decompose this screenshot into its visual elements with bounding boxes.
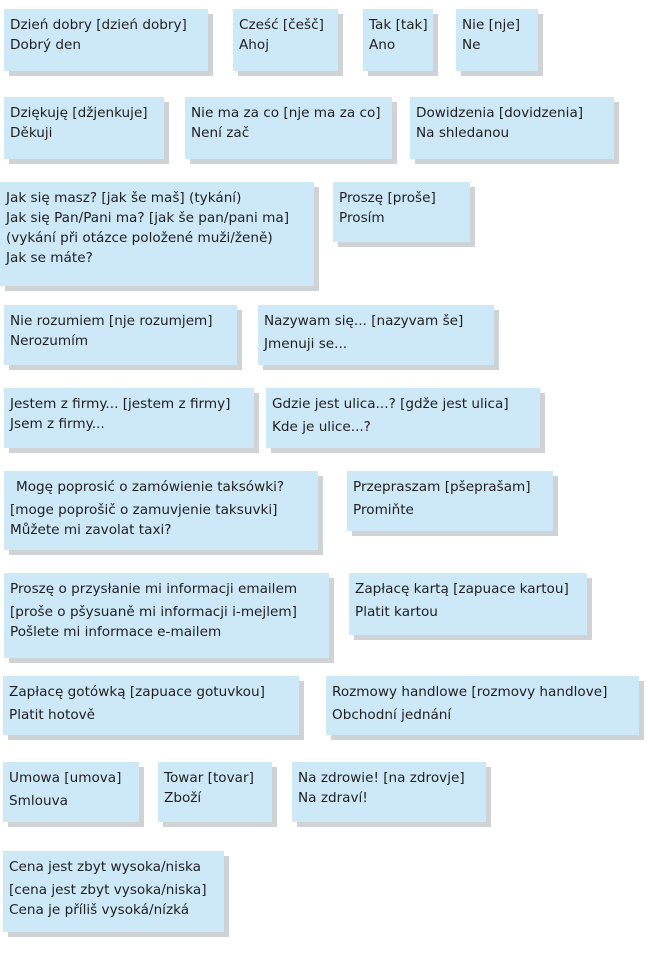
phrase-czech: Na zdraví!	[298, 790, 368, 806]
phrase-polish: Nazywam się... [nazyvam še]	[264, 313, 464, 329]
phrase-polish: Gdzie jest ulica...? [gdže jest ulica]	[272, 396, 509, 412]
phrase-polish: Nie rozumiem [nje rozumjem]	[10, 313, 213, 329]
phrase-card-nie-ma-za-co	[185, 97, 392, 159]
phrase-polish: Cena jest zbyt wysoka/niska	[9, 859, 201, 875]
phrase-card-dziekuje	[4, 97, 164, 159]
phrase-polish: Na zdrowie! [na zdrovje]	[298, 770, 465, 786]
phrase-card-jestem-z-firmy	[4, 388, 254, 448]
phrase-card-rozmowy-handlowe	[326, 676, 639, 735]
phrase-polish: Jak się masz? [jak še maš] (tykání)	[6, 190, 242, 206]
phrase-czech: Obchodní jednání	[332, 707, 452, 723]
phrase-polish-formal: Jak się Pan/Pani ma? [jak še pan/pani ma]	[6, 210, 289, 226]
phrase-pronunciation: [cena jest zbyt vysoka/niska]	[9, 882, 207, 898]
phrase-card-jak-sie-masz	[0, 182, 314, 286]
phrase-czech: Pošlete mi informace e-mailem	[10, 624, 222, 640]
phrase-polish: Nie ma za co [nje ma za co]	[191, 105, 381, 121]
phrase-polish: Cześć [češč]	[239, 17, 324, 33]
phrase-czech: Dobrý den	[10, 37, 81, 53]
phrase-card-tak	[363, 9, 433, 71]
phrase-polish: Jestem z firmy... [jestem z firmy]	[10, 396, 231, 412]
phrase-polish: Umowa [umova]	[9, 770, 122, 786]
phrase-czech: Na shledanou	[416, 125, 510, 141]
phrase-card-cena-jest-zbyt	[3, 851, 224, 932]
phrase-polish: Nie [nje]	[462, 17, 520, 33]
phrase-polish: Zapłacę gotówką [zapuace gotuvkou]	[9, 684, 265, 700]
phrase-card-zaplace-karta	[349, 573, 587, 635]
phrase-card-dzien-dobry	[4, 9, 208, 71]
phrase-czech: Cena je příliš vysoká/nízká	[9, 902, 190, 918]
phrase-note: (vykání při otázce položené muži/ženě)	[6, 230, 273, 246]
phrase-czech: Ano	[369, 37, 396, 53]
phrase-polish: Dowidzenia [dovidzenia]	[416, 105, 584, 121]
phrase-card-na-zdrowie	[292, 762, 486, 822]
phrase-card-moge-poprosic	[4, 471, 318, 550]
phrase-polish: Tak [tak]	[369, 17, 428, 33]
phrase-card-przepraszam	[347, 471, 553, 531]
phrase-card-nie-rozumiem	[4, 305, 237, 365]
phrase-czech: Nerozumím	[10, 333, 89, 349]
phrase-card-dowidzenia	[410, 97, 614, 159]
phrase-polish: Zapłacę kartą [zapuace kartou]	[355, 581, 569, 597]
phrase-czech: Jmenuji se...	[264, 336, 348, 352]
phrase-polish: Towar [tovar]	[164, 770, 254, 786]
phrase-card-prosze-o-przyslanie	[4, 573, 329, 658]
phrase-pronunciation: [moge poprošič o zamuvjenie taksuvki]	[10, 502, 278, 518]
phrase-czech: Smlouva	[9, 793, 68, 809]
phrase-card-nie	[456, 9, 538, 71]
phrase-czech: Jsem z firmy...	[10, 416, 105, 432]
phrase-czech: Platit kartou	[355, 604, 438, 620]
phrase-polish: Rozmowy handlowe [rozmovy handlove]	[332, 684, 608, 700]
phrase-czech: Jak se máte?	[6, 250, 93, 266]
phrase-polish: Mogę poprosić o zamówienie taksówki?	[16, 479, 285, 495]
phrase-card-czesc	[233, 9, 338, 71]
phrase-polish: Proszę o przysłanie mi informacji emailem	[10, 581, 298, 597]
phrase-czech: Ahoj	[239, 37, 270, 53]
phrase-card-gdzie-jest-ulica	[266, 388, 540, 448]
phrase-polish: Przepraszam [pšeprašam]	[353, 479, 531, 495]
phrase-card-towar	[158, 762, 272, 822]
phrase-polish: Dzień dobry [dzień dobry]	[10, 17, 187, 33]
phrase-czech: Prosím	[339, 210, 385, 226]
phrase-pronunciation: [proše o pšysuaně mi informacji i-mejlem]	[10, 604, 297, 620]
phrase-czech: Promiňte	[353, 502, 414, 518]
phrase-czech: Děkuji	[10, 125, 53, 141]
phrase-czech: Ne	[462, 37, 481, 53]
phrase-czech: Můžete mi zavolat taxi?	[10, 522, 172, 538]
phrase-czech: Platit hotově	[9, 707, 96, 723]
phrase-card-prosze	[333, 182, 470, 242]
phrase-polish: Proszę [proše]	[339, 190, 436, 206]
phrase-czech: Není zač	[191, 125, 250, 141]
phrase-card-zaplace-gotowka	[3, 676, 299, 735]
phrase-czech: Zboží	[164, 790, 202, 806]
phrase-czech: Kde je ulice...?	[272, 419, 371, 435]
phrase-card-umowa	[3, 762, 139, 822]
phrase-polish: Dziękuję [džjenkuje]	[10, 105, 148, 121]
phrase-card-nazywam-sie	[258, 305, 494, 365]
